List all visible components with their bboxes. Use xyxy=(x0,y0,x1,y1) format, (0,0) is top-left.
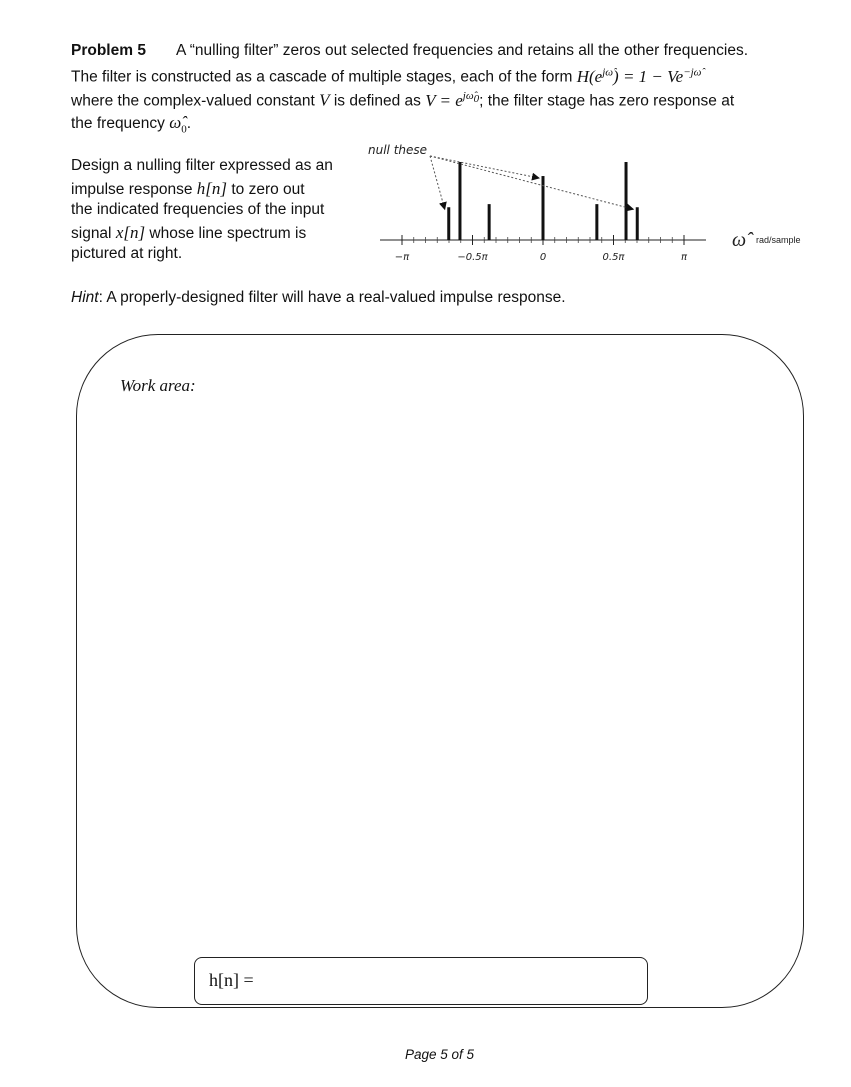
null-these-annotation: null these xyxy=(368,143,428,157)
problem-text-4: the frequency xyxy=(71,115,170,132)
axis-tick-label: −π xyxy=(394,252,410,263)
design-line-5: pictured at right. xyxy=(71,245,183,262)
hint xyxy=(71,289,566,307)
hn-symbol: h[n] xyxy=(196,179,228,198)
problem-line-3 xyxy=(71,90,734,111)
work-area-label: Work area: xyxy=(120,376,196,395)
hint-text: : A properly-designed filter will have a real-valued impulse response. xyxy=(98,289,566,306)
design-text-2b: to zero out xyxy=(227,181,305,198)
problem-text-3b: is defined as xyxy=(329,92,426,110)
problem-text-3a: where the complex-valued constant xyxy=(71,92,320,110)
problem-line-1 xyxy=(71,42,748,60)
design-line-2 xyxy=(71,179,305,199)
problem-line-4: the frequency $\omegâ_0$. xyxy=(71,113,192,136)
design-text-4a: signal xyxy=(71,225,116,242)
page-footer: Page 5 of 5 xyxy=(405,1047,475,1062)
work-area-box[interactable] xyxy=(76,334,804,1008)
xn-symbol: x[n] xyxy=(115,223,146,242)
design-text-2a: impulse response xyxy=(71,181,197,198)
axis-tick-label: π xyxy=(680,252,688,263)
design-text-4b: whose line spectrum is xyxy=(145,225,307,242)
problem-intro: A “nulling filter” zeros out selected frequencies and retains all the other frequencies. xyxy=(175,42,749,59)
answer-box[interactable] xyxy=(194,957,648,1005)
v-definition: $V = e^{j\omegâ_0}$ xyxy=(425,90,480,110)
design-line-4 xyxy=(71,223,306,243)
problem-form-text: The filter is constructed as a cascade of multiple stages, each of the form xyxy=(71,68,577,86)
line-spectrum-chart xyxy=(360,138,820,270)
axis-tick-label: 0 xyxy=(539,252,547,263)
null-pointer-arrow xyxy=(430,156,539,178)
answer-label: h[n] = xyxy=(209,970,254,990)
v-symbol: V xyxy=(319,90,330,110)
hint-label: Hint xyxy=(71,289,99,306)
null-pointer-arrow xyxy=(430,156,445,209)
filter-formula: $H(e^{j\omegâ}) = 1 - Ve^{-j\omegâ}$ xyxy=(576,66,702,86)
problem-heading: Problem 5 xyxy=(71,42,146,59)
axis-unit-label: rad/sample xyxy=(756,235,801,245)
axis-tick-label: 0.5π xyxy=(602,252,625,263)
design-line-1: Design a nulling filter expressed as an xyxy=(71,157,333,174)
axis-tick-label: −0.5π xyxy=(457,252,488,263)
omega0-symbol: $\omegâ_0$ xyxy=(169,113,187,136)
omega-hat-axis-label: ω̂ xyxy=(732,229,747,251)
problem-line-2 xyxy=(71,66,701,87)
design-line-3: the indicated frequencies of the input xyxy=(71,201,325,218)
problem-text-3c: ; the filter stage has zero response at xyxy=(479,92,735,110)
